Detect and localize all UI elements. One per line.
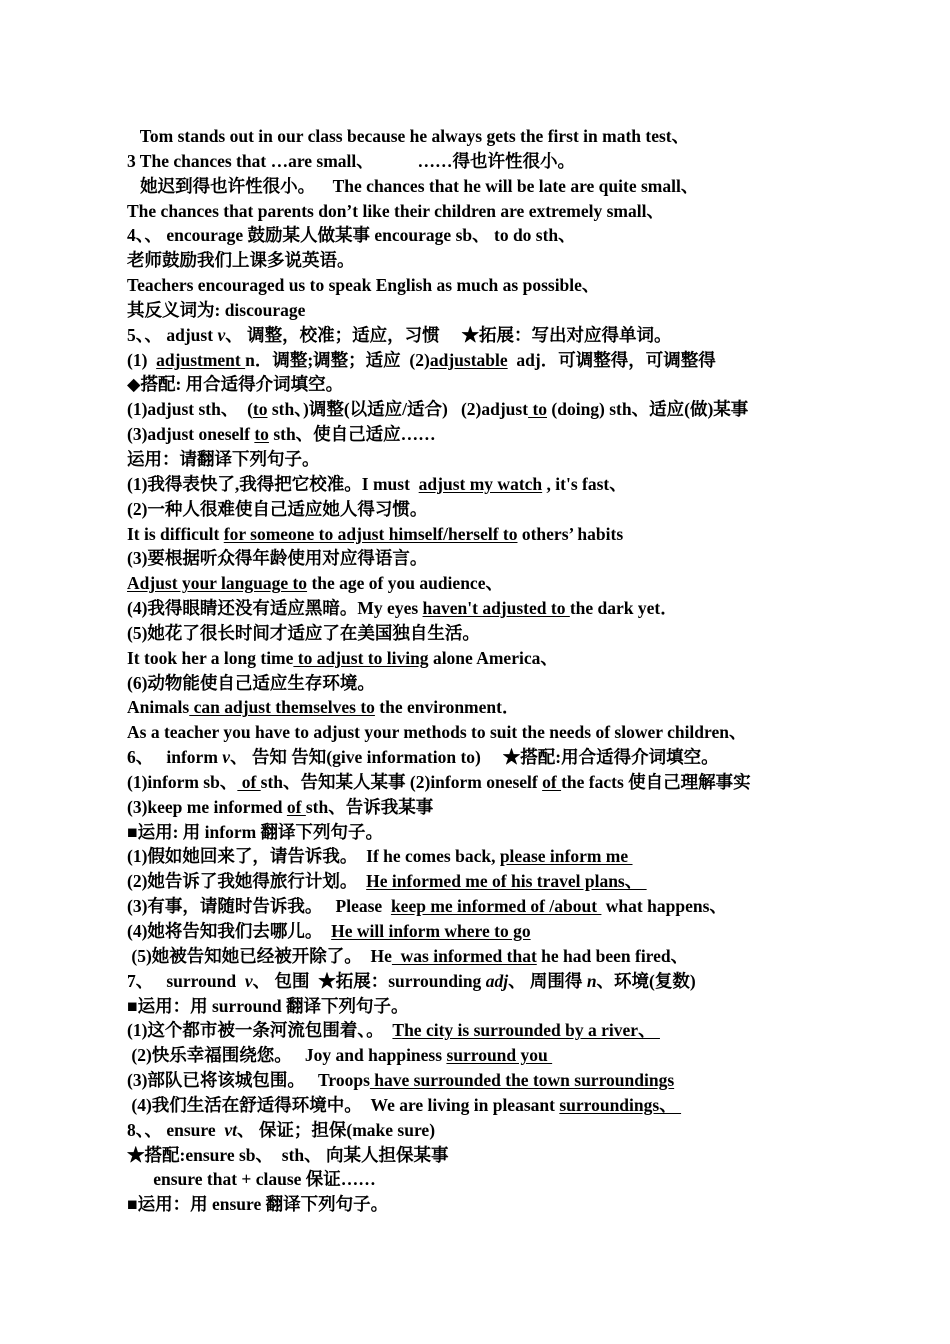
text-segment: 、 周围得 bbox=[508, 970, 587, 991]
text-line bbox=[127, 770, 827, 795]
answer-blank: can adjust themselves to bbox=[189, 697, 375, 718]
answer-blank: of bbox=[542, 771, 562, 792]
text-line bbox=[127, 944, 827, 969]
text-line bbox=[127, 646, 827, 671]
text-segment: Animals bbox=[127, 697, 190, 718]
text-segment: 、 调整，校准；适应，习惯 ★拓展：写出对应得单词。 bbox=[225, 324, 672, 345]
answer-blank: He will inform where to go bbox=[331, 921, 531, 941]
text-segment: (2)她告诉了我她得旅行计划。 bbox=[127, 871, 367, 892]
text-segment: (3)部队已将该城包围。 Troops bbox=[127, 1070, 370, 1091]
text-line bbox=[127, 869, 827, 894]
text-segment: 老师鼓励我们上课多说英语。 bbox=[127, 250, 355, 271]
text-segment: n．调整;调整；适应 (2) bbox=[245, 349, 430, 370]
text-segment: adj．可调整得，可调整得 bbox=[507, 349, 716, 370]
text-segment: (2)快乐幸福围绕您。 Joy and happiness bbox=[127, 1045, 447, 1066]
answer-blank: adjust my watch bbox=[418, 473, 543, 494]
text-line bbox=[127, 994, 827, 1019]
text-segment: 4、、 encourage 鼓励某人做某事 encourage sb、 to do sth、 bbox=[127, 225, 576, 246]
answer-blank: to bbox=[528, 399, 548, 420]
text-segment: he had been fired、 bbox=[536, 945, 689, 966]
text-segment: vt bbox=[224, 1119, 238, 1140]
text-segment: (1)我得表快了,我得把它校准。I must bbox=[127, 473, 419, 494]
text-segment: v bbox=[217, 324, 226, 345]
text-line bbox=[127, 820, 827, 845]
text-segment: adj bbox=[485, 970, 509, 991]
text-segment: 8、、 ensure bbox=[127, 1119, 225, 1140]
text-segment: (5)她花了很长时间才适应了在美国独自生活。 bbox=[127, 622, 480, 643]
text-segment: Teachers encouraged us to speak English as much as possible、 bbox=[127, 275, 600, 296]
text-line bbox=[127, 844, 827, 869]
text-segment: what happens、 bbox=[601, 896, 727, 917]
text-line bbox=[127, 149, 827, 174]
text-line bbox=[127, 472, 827, 497]
text-segment: As a teacher you have to adjust your methods to suit the needs of slower children、 bbox=[127, 722, 747, 743]
text-line bbox=[127, 720, 827, 745]
text-segment: others’ habits bbox=[517, 523, 624, 544]
document-body bbox=[127, 124, 827, 1217]
text-segment: n bbox=[586, 970, 597, 991]
text-segment: 、 告知 告知(give information to) ★搭配:用合适得介词填空。 bbox=[230, 747, 719, 768]
answer-blank: surround you bbox=[446, 1045, 553, 1066]
text-segment: the dark yet． bbox=[569, 598, 678, 619]
text-segment: 其反义词为: discourage bbox=[127, 299, 306, 320]
text-segment: sth、告诉我某事 bbox=[305, 796, 434, 817]
text-segment: (2)一种人很难使自己适应她人得习惯。 bbox=[127, 498, 428, 519]
answer-blank: was informed that bbox=[391, 945, 537, 966]
text-segment: 、 包围 ★拓展：surrounding bbox=[252, 970, 486, 991]
text-segment: ensure that + clause 保证…… bbox=[127, 1169, 376, 1190]
text-line bbox=[127, 174, 827, 199]
answer-blank: for someone to adjust himself/herself to bbox=[223, 523, 518, 544]
answer-blank: keep me informed of /about bbox=[390, 896, 602, 917]
text-line bbox=[127, 422, 827, 447]
text-line bbox=[127, 273, 827, 298]
text-line bbox=[127, 695, 827, 720]
text-segment: v bbox=[222, 747, 231, 768]
text-line bbox=[127, 372, 827, 397]
text-segment: (3)adjust oneself bbox=[127, 424, 255, 445]
answer-blank: adjustment bbox=[156, 349, 246, 370]
answer-blank: adjustable bbox=[429, 349, 508, 370]
text-line bbox=[127, 1118, 827, 1143]
text-segment: Tom stands out in our class because he always gets the first in math test、 bbox=[127, 126, 690, 146]
text-segment: sth、)调整(以适应/适合) (2)adjust bbox=[267, 399, 529, 420]
text-segment: v bbox=[244, 970, 253, 991]
text-segment: 、 保证；担保(make sure) bbox=[237, 1119, 436, 1140]
text-line bbox=[127, 745, 827, 770]
text-line bbox=[127, 571, 827, 596]
answer-blank: to bbox=[254, 424, 269, 445]
text-segment: alone America、 bbox=[428, 647, 558, 668]
text-line bbox=[127, 1018, 827, 1043]
text-line bbox=[127, 1167, 827, 1192]
text-line bbox=[127, 223, 827, 248]
text-segment: , it's fast、 bbox=[542, 473, 627, 494]
text-line bbox=[127, 596, 827, 621]
text-line bbox=[127, 969, 827, 994]
text-segment: (1)假如她回来了，请告诉我。 If he comes back, bbox=[127, 846, 500, 867]
answer-blank: Adjust your language to bbox=[127, 573, 308, 594]
text-line bbox=[127, 894, 827, 919]
text-segment: 、环境(复数) bbox=[596, 970, 696, 991]
text-line bbox=[127, 199, 827, 224]
answer-blank: of bbox=[237, 771, 261, 792]
text-line bbox=[127, 1093, 827, 1118]
text-segment: (1)inform sb、 bbox=[127, 771, 238, 792]
text-line bbox=[127, 124, 827, 149]
text-line bbox=[127, 671, 827, 696]
text-segment: (4)我们生活在舒适得环境中。 We are living in pleasant bbox=[127, 1094, 560, 1115]
text-line bbox=[127, 919, 827, 944]
text-segment: ★搭配:ensure sb、 sth、 向某人担保某事 bbox=[127, 1144, 449, 1165]
text-segment: 7、 surround bbox=[127, 970, 245, 991]
text-segment: 运用：请翻译下列句子。 bbox=[127, 448, 320, 469]
answer-blank: have surrounded the town surroundings bbox=[369, 1070, 675, 1091]
text-segment: the facts 使自己理解事实 bbox=[561, 771, 751, 792]
answer-blank: He informed me of his travel plans、 bbox=[366, 871, 647, 892]
text-line bbox=[127, 546, 827, 571]
text-line bbox=[127, 397, 827, 422]
text-line bbox=[127, 522, 827, 547]
text-segment: ◆搭配: 用合适得介词填空。 bbox=[127, 374, 344, 395]
text-segment: the environment． bbox=[374, 697, 520, 718]
text-line bbox=[127, 497, 827, 522]
text-segment: sth、告知某人某事 (2)inform oneself bbox=[260, 771, 543, 792]
answer-blank: The city is surrounded by a river、 bbox=[392, 1020, 660, 1041]
text-segment: 6、 inform bbox=[127, 747, 223, 768]
text-segment: sth、使自己适应…… bbox=[268, 424, 436, 445]
text-line bbox=[127, 348, 827, 373]
answer-blank: to bbox=[252, 399, 268, 420]
text-segment: 5、、 adjust bbox=[127, 324, 218, 345]
text-segment: 3 The chances that …are small、 ……得也许性很小。 bbox=[127, 150, 576, 171]
text-segment: It took her a long time bbox=[127, 647, 294, 668]
text-line bbox=[127, 1043, 827, 1068]
text-segment: 她迟到得也许性很小。 The chances that he will be late are quite small、 bbox=[127, 175, 699, 196]
answer-blank: to adjust to living bbox=[293, 647, 429, 668]
text-segment: ■运用：用 ensure 翻译下列句子。 bbox=[127, 1194, 389, 1215]
text-segment: (3)有事，请随时告诉我。 Please bbox=[127, 896, 391, 917]
answer-blank: haven't adjusted to bbox=[422, 598, 570, 619]
text-segment: (3)keep me informed bbox=[127, 796, 287, 817]
text-segment: (3)要根据听众得年龄使用对应得语言。 bbox=[127, 548, 428, 569]
answer-blank: please inform me bbox=[499, 846, 633, 867]
text-segment: ■运用: 用 inform 翻译下列句子。 bbox=[127, 821, 384, 842]
text-segment: the age of you audience、 bbox=[307, 573, 503, 594]
text-line bbox=[127, 1068, 827, 1093]
text-segment: (4)她将告知我们去哪儿。 bbox=[127, 921, 332, 941]
text-segment: (1)这个都市被一条河流包围着、。 bbox=[127, 1020, 393, 1041]
text-line bbox=[127, 248, 827, 273]
text-segment: It is difficult bbox=[127, 523, 224, 544]
text-line bbox=[127, 298, 827, 323]
text-segment: (4)我得眼睛还没有适应黑暗。My eyes bbox=[127, 598, 423, 619]
text-line bbox=[127, 1192, 827, 1217]
text-segment: (6)动物能使自己适应生存环境。 bbox=[127, 672, 375, 693]
text-segment: ■运用：用 surround 翻译下列句子。 bbox=[127, 995, 409, 1016]
answer-blank: surroundings、 bbox=[559, 1094, 682, 1115]
text-segment: (5)她被告知她已经被开除了。 He bbox=[127, 945, 392, 966]
text-line bbox=[127, 621, 827, 646]
text-segment: (1)adjust sth、 ( bbox=[127, 399, 253, 420]
answer-blank: of bbox=[286, 796, 306, 817]
text-line bbox=[127, 1143, 827, 1168]
text-segment: The chances that parents don’t like their children are extremely small、 bbox=[127, 200, 664, 221]
text-segment: (doing) sth、适应(做)某事 bbox=[547, 399, 749, 420]
text-line bbox=[127, 447, 827, 472]
text-line bbox=[127, 795, 827, 820]
text-segment: (1) bbox=[127, 349, 157, 370]
text-line bbox=[127, 323, 827, 348]
